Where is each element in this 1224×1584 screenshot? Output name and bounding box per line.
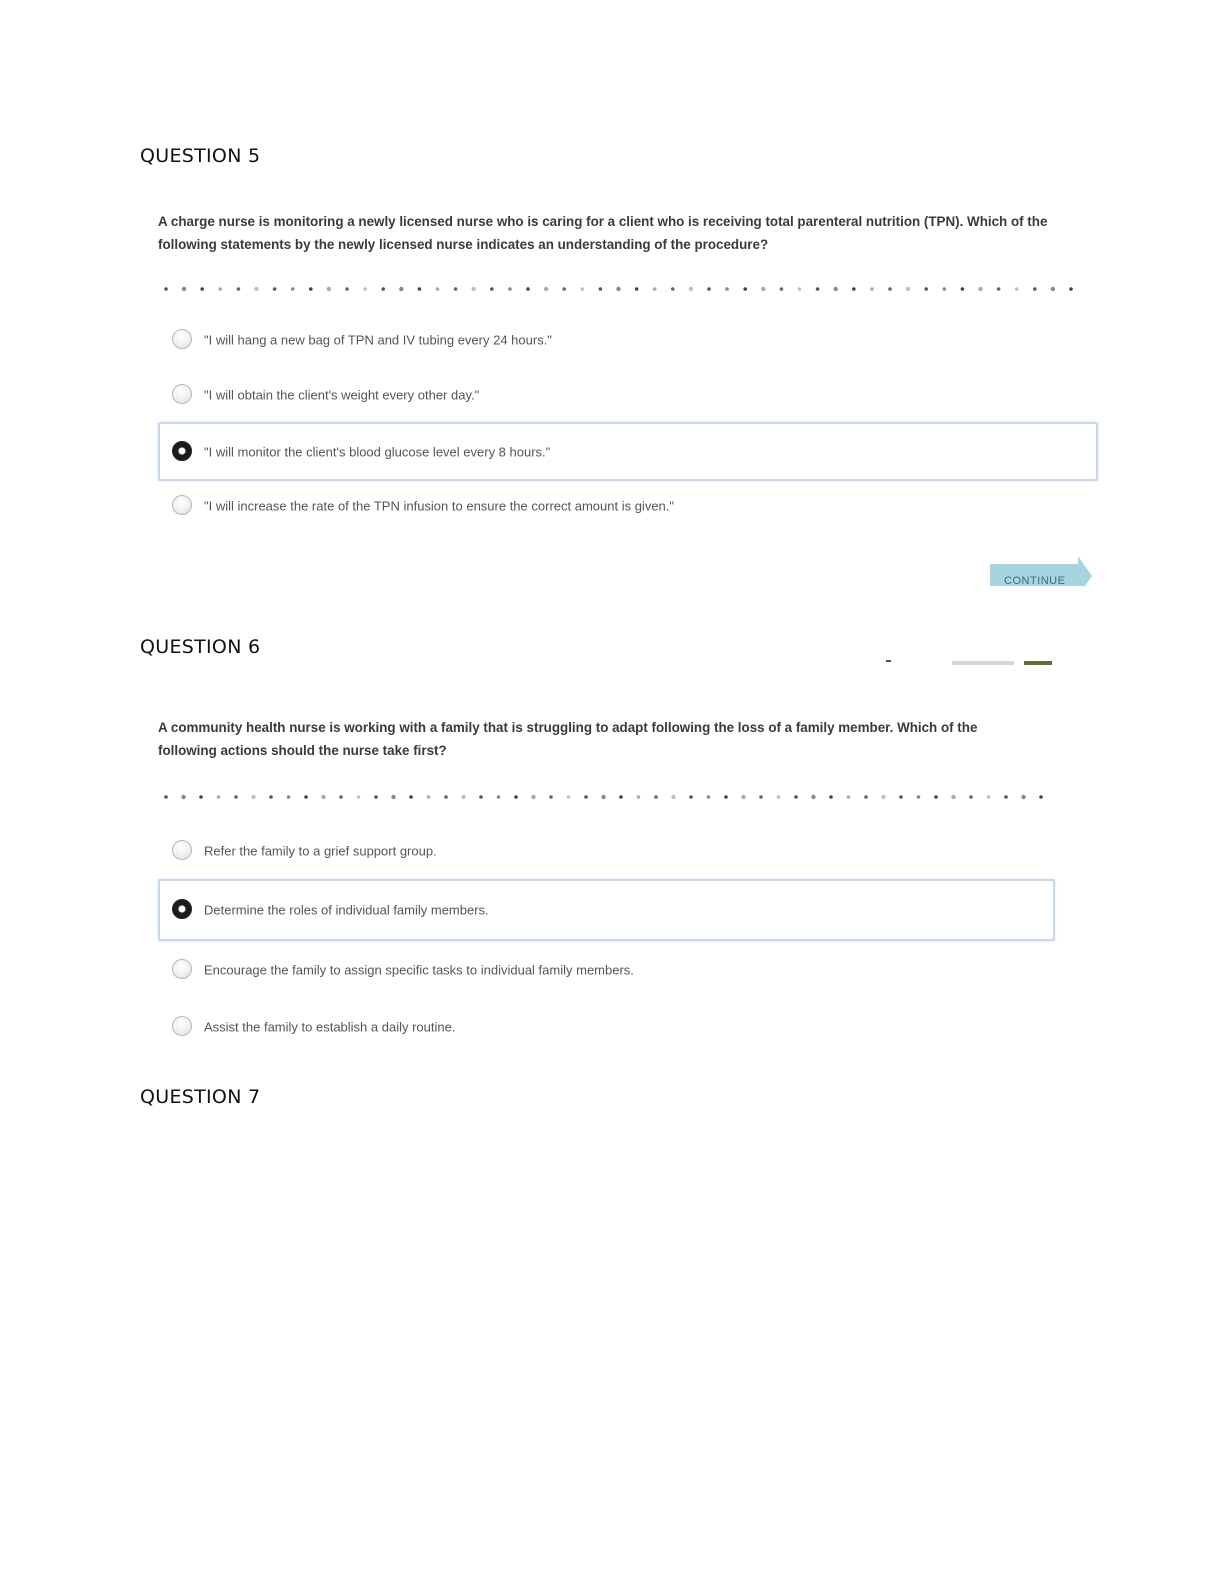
divider-dot bbox=[671, 287, 675, 291]
radio-button-checked-icon[interactable] bbox=[172, 899, 192, 919]
divider-dot bbox=[816, 287, 820, 291]
divider-dot bbox=[987, 795, 991, 799]
question-7-heading: QUESTION 7 bbox=[140, 1086, 261, 1108]
q5-option-1[interactable] bbox=[158, 312, 1098, 368]
divider-dot bbox=[327, 287, 331, 291]
option-label: Determine the roles of individual family members. bbox=[204, 902, 489, 918]
divider-dot bbox=[888, 287, 892, 291]
divider-dot bbox=[798, 287, 802, 291]
divider-dot bbox=[741, 795, 745, 799]
scan-artifact bbox=[1024, 661, 1052, 665]
divider-dot bbox=[635, 287, 639, 291]
divider-dot bbox=[759, 795, 763, 799]
divider-dot bbox=[251, 795, 255, 799]
divider-dot bbox=[794, 795, 798, 799]
divider-dot bbox=[599, 287, 603, 291]
divider-dot bbox=[454, 287, 458, 291]
divider-dot bbox=[391, 795, 395, 799]
divider-dot bbox=[200, 287, 204, 291]
divider-dot bbox=[219, 287, 223, 291]
divider-dot bbox=[601, 795, 605, 799]
scan-artifact bbox=[886, 660, 891, 662]
divider-dot bbox=[689, 795, 693, 799]
divider-dot bbox=[689, 287, 693, 291]
option-label: Encourage the family to assign specific tasks to individual family members. bbox=[204, 962, 634, 978]
divider-dot bbox=[444, 795, 448, 799]
divider-dot bbox=[409, 795, 413, 799]
divider-dot bbox=[436, 287, 440, 291]
q5-option-4[interactable] bbox=[158, 478, 1098, 534]
radio-button-unchecked-icon[interactable] bbox=[172, 495, 192, 515]
divider-dot bbox=[199, 795, 203, 799]
divider-dot bbox=[374, 795, 378, 799]
radio-button-unchecked-icon[interactable] bbox=[172, 329, 192, 349]
divider-dot bbox=[924, 287, 928, 291]
divider-dot bbox=[381, 287, 385, 291]
divider-dot bbox=[287, 795, 291, 799]
continue-button[interactable] bbox=[990, 556, 1092, 586]
divider-dot bbox=[707, 287, 711, 291]
divider-dot bbox=[291, 287, 295, 291]
divider-dot bbox=[237, 287, 241, 291]
divider-dot bbox=[321, 795, 325, 799]
divider-dot bbox=[1051, 287, 1055, 291]
divider-dot bbox=[309, 287, 313, 291]
divider-dot bbox=[544, 287, 548, 291]
divider-dot bbox=[707, 795, 711, 799]
divider-dot bbox=[418, 287, 422, 291]
divider-dot bbox=[549, 795, 553, 799]
question-6-prompt: A community health nurse is working with a family that is struggling to adapt following the loss of a family member. Which of the following actions should the nurse take first? bbox=[158, 720, 978, 758]
divider-dot bbox=[637, 795, 641, 799]
divider-dot bbox=[997, 287, 1001, 291]
divider-dot bbox=[399, 287, 403, 291]
option-label: "I will monitor the client's blood glucose level every 8 hours." bbox=[204, 444, 551, 459]
divider-dot bbox=[1015, 287, 1019, 291]
divider-dot bbox=[1033, 287, 1037, 291]
divider-dot bbox=[725, 287, 729, 291]
divider-dot bbox=[497, 795, 501, 799]
divider-dot bbox=[834, 287, 838, 291]
divider-dot bbox=[461, 795, 465, 799]
q6-option-1[interactable] bbox=[158, 823, 1055, 879]
divider-dot bbox=[234, 795, 238, 799]
option-label: Assist the family to establish a daily routine. bbox=[204, 1019, 456, 1035]
divider-dot bbox=[1069, 287, 1073, 291]
option-label: "I will obtain the client's weight every other day." bbox=[204, 387, 480, 403]
divider-dot bbox=[899, 795, 903, 799]
divider-dot bbox=[934, 795, 938, 799]
continue-button-label: CONTINUE bbox=[1004, 575, 1066, 586]
divider-dot bbox=[847, 795, 851, 799]
divider-dot bbox=[345, 287, 349, 291]
scan-artifact bbox=[952, 661, 1014, 665]
divider-dot bbox=[508, 287, 512, 291]
divider-dot bbox=[743, 287, 747, 291]
question-6-heading: QUESTION 6 bbox=[140, 636, 261, 658]
q5-option-2[interactable] bbox=[158, 367, 1098, 423]
divider-dot bbox=[654, 795, 658, 799]
divider-dot bbox=[217, 795, 221, 799]
radio-button-checked-icon[interactable] bbox=[172, 441, 192, 461]
divider-dot bbox=[526, 287, 530, 291]
divider-dot bbox=[304, 795, 308, 799]
divider-dot bbox=[671, 795, 675, 799]
divider-dot bbox=[1039, 795, 1043, 799]
divider-dot bbox=[254, 287, 258, 291]
divider-dot bbox=[164, 795, 168, 799]
divider-dot bbox=[864, 795, 868, 799]
divider-dot bbox=[870, 287, 874, 291]
divider-dot bbox=[653, 287, 657, 291]
divider-dot bbox=[490, 287, 494, 291]
divider-dot bbox=[619, 795, 623, 799]
q6-option-4[interactable] bbox=[158, 998, 1055, 1056]
divider-dot bbox=[951, 795, 955, 799]
divider-dot bbox=[363, 287, 367, 291]
divider-dot bbox=[567, 795, 571, 799]
q6-option-2[interactable] bbox=[158, 879, 1055, 941]
divider-dot bbox=[164, 287, 168, 291]
question-5-prompt: A charge nurse is monitoring a newly licensed nurse who is caring for a client who is receiving total parenteral nutrition (TPN). Which of the following statements by the newly licensed nurse indicates an understanding of the procedure? bbox=[158, 214, 1048, 252]
divider-dot bbox=[269, 795, 273, 799]
divider-dot bbox=[881, 795, 885, 799]
divider-dot bbox=[1004, 795, 1008, 799]
divider-dot bbox=[761, 287, 765, 291]
q6-option-3[interactable] bbox=[158, 940, 1055, 1000]
divider-dot bbox=[616, 287, 620, 291]
divider-dot bbox=[829, 795, 833, 799]
divider-dot bbox=[852, 287, 856, 291]
divider-dot bbox=[273, 287, 277, 291]
radio-button-unchecked-icon[interactable] bbox=[172, 840, 192, 860]
divider-dot bbox=[472, 287, 476, 291]
divider-dot bbox=[339, 795, 343, 799]
arrow-right-icon bbox=[1078, 556, 1092, 586]
dotted-divider bbox=[163, 284, 1093, 294]
radio-button-unchecked-icon[interactable] bbox=[172, 959, 192, 979]
divider-dot bbox=[182, 287, 186, 291]
q5-option-3[interactable] bbox=[158, 422, 1098, 481]
radio-button-unchecked-icon[interactable] bbox=[172, 1016, 192, 1036]
divider-dot bbox=[777, 795, 781, 799]
divider-dot bbox=[961, 287, 965, 291]
divider-dot bbox=[943, 287, 947, 291]
divider-dot bbox=[978, 287, 982, 291]
option-label: "I will increase the rate of the TPN infusion to ensure the correct amount is given." bbox=[204, 498, 674, 514]
divider-dot bbox=[780, 287, 784, 291]
divider-dot bbox=[531, 795, 535, 799]
divider-dot bbox=[479, 795, 483, 799]
divider-dot bbox=[427, 795, 431, 799]
divider-dot bbox=[724, 795, 728, 799]
divider-dot bbox=[581, 287, 585, 291]
divider-dot bbox=[906, 287, 910, 291]
option-label: "I will hang a new bag of TPN and IV tubing every 24 hours." bbox=[204, 332, 552, 348]
question-5-heading: QUESTION 5 bbox=[140, 145, 261, 167]
divider-dot bbox=[969, 795, 973, 799]
divider-dot bbox=[357, 795, 361, 799]
divider-dot bbox=[811, 795, 815, 799]
divider-dot bbox=[181, 795, 185, 799]
divider-dot bbox=[584, 795, 588, 799]
option-label: Refer the family to a grief support group. bbox=[204, 843, 437, 859]
radio-button-unchecked-icon[interactable] bbox=[172, 384, 192, 404]
divider-dot bbox=[917, 795, 921, 799]
divider-dot bbox=[1021, 795, 1025, 799]
divider-dot bbox=[562, 287, 566, 291]
dotted-divider bbox=[163, 792, 1053, 802]
divider-dot bbox=[514, 795, 518, 799]
